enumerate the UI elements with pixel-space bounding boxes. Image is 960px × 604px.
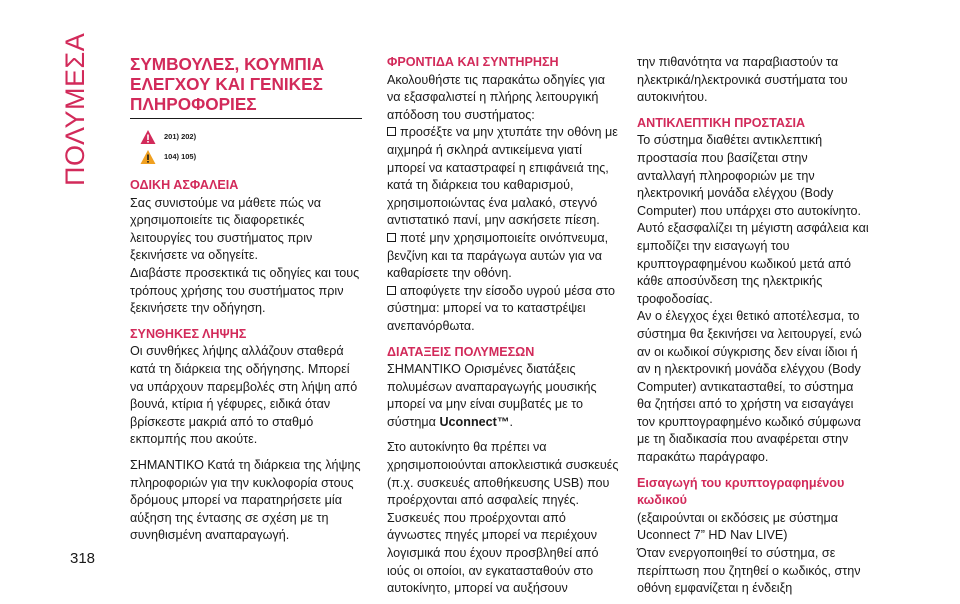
care-bullet-2-text: ποτέ μην χρησιμοποιείτε οινόπνευμα, βενζίνη και τα παράγωγα αυτών για να καθαρίσετε την οθόνη. [387, 230, 609, 281]
care-bullet-2 [387, 230, 619, 283]
warning-row-1 [140, 127, 362, 147]
road-safety-paragraph-2: Διαβάστε προσεκτικά τις οδηγίες και τους τρόπους χρήσης του συστήματος πριν ξεκινήσετε την οδήγηση. [130, 265, 360, 316]
care-bullet-1-text: προσέξτε να μην χτυπάτε την οθόνη με αιχμηρά ή σκληρά αντικείμενα γιατί μπορεί να καταστραφεί η επιφάνειά της, κατά τη διάρκεια του καθαρισμού, χρησιμοποιώντας ένα μαλακό, στεγνό αντιστατικό πανί, μην ασκήσετε πίεση. [387, 125, 618, 228]
reception-paragraph-2: ΣΗΜΑΝΤΙΚΟ Κατά τη διάρκεια της λήψης πληροφοριών για την κυκλοφορία στους δρόμους μπορεί να παρατηρήσετε μία αύξηση της έντασης σε σχέση με τη συνηθισμένη αναπαραγωγή. [130, 457, 361, 543]
section-side-label [46, 32, 106, 190]
warning-triangle-icon [140, 129, 156, 145]
care-heading: ΦΡΟΝΤΙΔΑ ΚΑΙ ΣΥΝΤΗΡΗΣΗ [387, 55, 559, 69]
column-3 [637, 54, 869, 598]
code-entry-paragraph-1: (εξαιρούνται οι εκδόσεις με σύστημα Uconnect 7” HD Nav LIVE) [637, 510, 839, 543]
continued-paragraph: την πιθανότητα να παραβιαστούν τα ηλεκτρικά/ηλεκτρονικά συστήματα του αυτοκινήτου. [637, 55, 848, 105]
anti-theft-paragraph-3: Αν ο έλεγχος έχει θετικό αποτέλεσμα, το σύστημα θα ξεκινήσει να λειτουργεί, ενώ αν οι κωδικοί σύγκρισης δεν είναι ίδιοι ή αν η ηλεκτρονική μονάδα ελέγχου (Body Computer) αντικατασταθεί, το σύστημα θα ζητήσει από το χρήστη να εισαγάγει τον κρυπτογραφημένο κωδικό σύμφωνα με τη διαδικασία που αναφέρεται στην παρακάτω παράγραφο. [637, 309, 862, 465]
media-devices-heading: ΔΙΑΤΑΞΕΙΣ ΠΟΛΥΜΕΣΩΝ [387, 344, 535, 359]
care-intro: Ακολουθήστε τις παρακάτω οδηγίες για να εξασφαλιστεί η πλήρης λειτουργική απόδοση του συστήματος: [387, 72, 605, 122]
caution-triangle-icon [140, 149, 156, 165]
bullet-square-icon [387, 233, 396, 242]
code-entry-paragraph-2: Όταν ενεργοποιηθεί το σύστημα, σε περίπτωση που ζητηθεί ο κωδικός, στην οθόνη εμφανίζεται η ένδειξη [637, 546, 861, 596]
side-label-text: ΠΟΛΥΜΕΣΑ [60, 32, 90, 186]
care-bullet-1 [387, 124, 619, 230]
care-bullet-3-text: αποφύγετε την είσοδο υγρού μέσα στο σύστημα: μπορεί να το καταστρέψει ανεπανόρθωτα. [387, 283, 616, 333]
bullet-square-icon [387, 286, 396, 295]
warning-refs-1: 201) 202) [164, 132, 197, 142]
anti-theft-paragraph-2: Αυτό εξασφαλίζει τη μέγιστη ασφάλεια και εμποδίζει την εισαγωγή του κρυπτογραφημένου κωδικού μετά από κάθε αποσύνδεση της ηλεκτρικής τροφοδοσίας. [637, 221, 869, 306]
media-paragraph-1 [387, 361, 619, 431]
road-safety-heading: ΟΔΙΚΗ ΑΣΦΑΛΕΙΑ [130, 178, 239, 192]
reception-heading: ΣΥΝΘΗΚΕΣ ΛΗΨΗΣ [130, 326, 247, 341]
bullet-square-icon [387, 127, 396, 136]
anti-theft-paragraph-1: Το σύστημα διαθέτει αντικλεπτική προστασία που βασίζεται στην ανταλλαγή πληροφοριών με την ηλεκτρονική μονάδα ελέγχου (Body Computer) που υπάρχει στο αυτοκίνητο. [637, 133, 861, 218]
main-title: ΣΥΜΒΟΥΛΕΣ, ΚΟΥΜΠΙΑ ΕΛΕΓΧΟΥ ΚΑΙ ΓΕΝΙΚΕΣ ΠΛΗΡΟΦΟΡΙΕΣ [130, 54, 362, 119]
column-1 [130, 54, 362, 545]
media-paragraph-2: Στο αυτοκίνητο θα πρέπει να χρησιμοποιούνται αποκλειστικά συσκευές (π.χ. συσκευές αποθήκευσης USB) που προέρχονται από ασφαλείς πηγές. Συσκευές που προέρχονται από άγνωστες πηγές μπορεί να περιέχουν λογισμικά που έχουν προσβληθεί από ιούς οι οποίοι, αν εγκατασταθούν στο αυτοκίνητο, μπορεί να αυξήσουν [387, 440, 619, 596]
code-entry-heading: Εισαγωγή του κρυπτογραφημένου κωδικού [637, 475, 845, 508]
warning-refs-2: 104) 105) [164, 152, 197, 162]
uconnect-brand: Uconnect™ [439, 414, 510, 429]
reception-paragraph-1: Οι συνθήκες λήψης αλλάζουν σταθερά κατά τη διάρκεια της οδήγησης. Μπορεί να υπάρχουν παρεμβολές στη λήψη από βουνά, κτίρια ή γέφυρες, ειδικά όταν βρίσκεστε μακριά από το σταθμό εκπομπής που ακούτε. [130, 344, 358, 447]
media-paragraph-1-end: . [509, 414, 513, 429]
anti-theft-heading: ΑΝΤΙΚΛΕΠΤΙΚΗ ΠΡΟΣΤΑΣΙΑ [637, 115, 806, 130]
page-number: 318 [70, 550, 96, 567]
column-2 [387, 54, 619, 598]
care-bullet-3 [387, 283, 619, 336]
road-safety-paragraph-1: Σας συνιστούμε να μάθετε πώς να χρησιμοποιείτε τις διαφορετικές λειτουργίες του συστήματος πριν ξεκινήσετε να οδηγείτε. [130, 195, 322, 263]
media-paragraph-1-text: ΣΗΜΑΝΤΙΚΟ Ορισμένες διατάξεις πολυμέσων αναπαραγωγής μουσικής μπορεί να μην είναι συμβατές με το σύστημα [387, 362, 597, 429]
warning-row-2 [140, 147, 362, 167]
